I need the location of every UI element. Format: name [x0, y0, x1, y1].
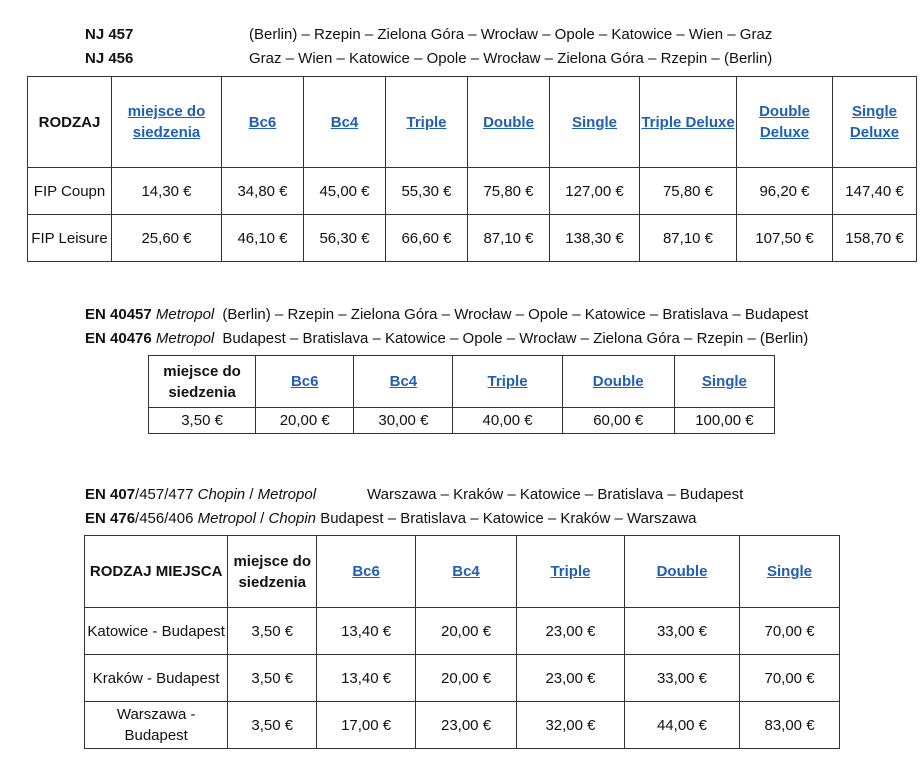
row-label: Warszawa - Budapest [85, 702, 228, 749]
table-cell: 23,00 € [516, 608, 624, 655]
table-cell: 147,40 € [833, 168, 917, 215]
col-header-single-deluxe[interactable]: Single Deluxe [833, 77, 917, 168]
col-header-bc4[interactable]: Bc4 [304, 77, 386, 168]
table-cell: 100,00 € [674, 408, 774, 434]
train-id-en40457: EN 40457 [85, 306, 152, 323]
table-cell: 70,00 € [740, 608, 840, 655]
train-header-en407 [85, 484, 316, 506]
col-header-double[interactable]: Double [624, 536, 739, 608]
table-cell: 13,40 € [317, 655, 416, 702]
route-en40457: (Berlin) – Rzepin – Zielona Góra – Wrocław – Opole – Katowice – Bratislava – Budapest [222, 306, 809, 323]
col-header-bc4[interactable]: Bc4 [354, 356, 453, 408]
col-header-bc6[interactable]: Bc6 [222, 77, 304, 168]
train-numbers: /456/406 [135, 510, 194, 527]
price-table-metropol [148, 355, 775, 434]
train-header-en40457 [85, 304, 808, 326]
col-header-double[interactable]: Double [468, 77, 550, 168]
col-header-bc6[interactable]: Bc6 [256, 356, 354, 408]
row-label: FIP Leisure [28, 215, 112, 262]
table-cell: 3,50 € [228, 608, 317, 655]
table-cell: 55,30 € [386, 168, 468, 215]
col-header-bc4[interactable]: Bc4 [416, 536, 517, 608]
train-name: Metropol [197, 510, 256, 527]
col-header-triple[interactable]: Triple [516, 536, 624, 608]
table-cell: 34,80 € [222, 168, 304, 215]
train-id-nj457: NJ 457 [85, 26, 134, 43]
train-name: Metropol [155, 306, 215, 323]
table-row [149, 408, 775, 434]
table-cell: 44,00 € [624, 702, 739, 749]
col-header-single[interactable]: Single [740, 536, 840, 608]
table-header-row [149, 356, 775, 408]
route-en40476: Budapest – Bratislava – Katowice – Opole – Wrocław – Zielona Góra – Rzepin – (Berlin) [222, 330, 809, 347]
table-cell: 3,50 € [228, 702, 317, 749]
table-cell: 127,00 € [550, 168, 640, 215]
table-header-row [85, 536, 840, 608]
table-cell: 30,00 € [354, 408, 453, 434]
col-header-seat[interactable]: miejsce do siedzenia [112, 77, 222, 168]
separator: / [245, 486, 258, 503]
table-row [85, 702, 840, 749]
table-cell: 66,60 € [386, 215, 468, 262]
train-id-nj456: NJ 456 [85, 50, 134, 67]
col-header-bc6[interactable]: Bc6 [317, 536, 416, 608]
table-row [85, 608, 840, 655]
table-cell: 56,30 € [304, 215, 386, 262]
route-en407: Warszawa – Kraków – Katowice – Bratislava – Budapest [367, 486, 744, 503]
table-cell: 70,00 € [740, 655, 840, 702]
route-en476: Budapest – Bratislava – Katowice – Kraków – Warszawa [320, 510, 697, 527]
route-nj456: Graz – Wien – Katowice – Opole – Wrocław – Zielona Góra – Rzepin – (Berlin) [249, 50, 773, 67]
table-cell: 3,50 € [228, 655, 317, 702]
table-cell: 23,00 € [516, 655, 624, 702]
col-header-triple[interactable]: Triple [453, 356, 562, 408]
train-name: Chopin [197, 486, 246, 503]
table-cell: 40,00 € [453, 408, 562, 434]
col-header-double[interactable]: Double [562, 356, 674, 408]
table-cell: 33,00 € [624, 655, 739, 702]
table-cell: 87,10 € [640, 215, 737, 262]
table-cell: 138,30 € [550, 215, 640, 262]
row-label: FIP Coupn [28, 168, 112, 215]
table-cell: 13,40 € [317, 608, 416, 655]
table-cell: 75,80 € [640, 168, 737, 215]
table-cell: 83,00 € [740, 702, 840, 749]
col-header-rodzaj: RODZAJ [28, 77, 112, 168]
table-cell: 23,00 € [416, 702, 517, 749]
col-header-triple-deluxe[interactable]: Triple Deluxe [640, 77, 737, 168]
table-cell: 20,00 € [416, 608, 517, 655]
table-cell: 20,00 € [256, 408, 354, 434]
train-id-en407: EN 407 [85, 486, 136, 503]
train-name: Metropol [155, 330, 215, 347]
col-header-single[interactable]: Single [674, 356, 774, 408]
table-cell: 32,00 € [516, 702, 624, 749]
table-row [28, 168, 917, 215]
table-row [28, 215, 917, 262]
train-header-en476 [85, 508, 697, 530]
table-cell: 45,00 € [304, 168, 386, 215]
train-header-en40476 [85, 328, 808, 350]
table-row [85, 655, 840, 702]
separator: / [255, 510, 269, 527]
table-header-row [28, 77, 917, 168]
table-cell: 14,30 € [112, 168, 222, 215]
table-cell: 17,00 € [317, 702, 416, 749]
train-id-en476: EN 476 [85, 510, 136, 527]
table-cell: 46,10 € [222, 215, 304, 262]
price-table-nj [27, 76, 917, 262]
table-cell: 75,80 € [468, 168, 550, 215]
col-header-seat: miejsce do siedzenia [149, 356, 256, 408]
row-label: Kraków - Budapest [85, 655, 228, 702]
col-header-seat: miejsce do siedzenia [228, 536, 317, 608]
train-numbers: /457/477 [135, 486, 194, 503]
col-header-double-deluxe[interactable]: Double Deluxe [737, 77, 833, 168]
table-cell: 25,60 € [112, 215, 222, 262]
col-header-triple[interactable]: Triple [386, 77, 468, 168]
table-cell: 107,50 € [737, 215, 833, 262]
route-nj457: (Berlin) – Rzepin – Zielona Góra – Wrocław – Opole – Katowice – Wien – Graz [249, 26, 773, 43]
table-cell: 96,20 € [737, 168, 833, 215]
train-id-en40476: EN 40476 [85, 330, 152, 347]
col-header-rodzaj-miejsca: RODZAJ MIEJSCA [85, 536, 228, 608]
table-cell: 60,00 € [562, 408, 674, 434]
train-name: Metropol [257, 486, 317, 503]
table-cell: 3,50 € [149, 408, 256, 434]
table-cell: 158,70 € [833, 215, 917, 262]
price-table-chopin [84, 535, 840, 749]
table-cell: 33,00 € [624, 608, 739, 655]
row-label: Katowice - Budapest [85, 608, 228, 655]
col-header-single[interactable]: Single [550, 77, 640, 168]
table-cell: 87,10 € [468, 215, 550, 262]
table-cell: 20,00 € [416, 655, 517, 702]
train-name: Chopin [268, 510, 317, 527]
